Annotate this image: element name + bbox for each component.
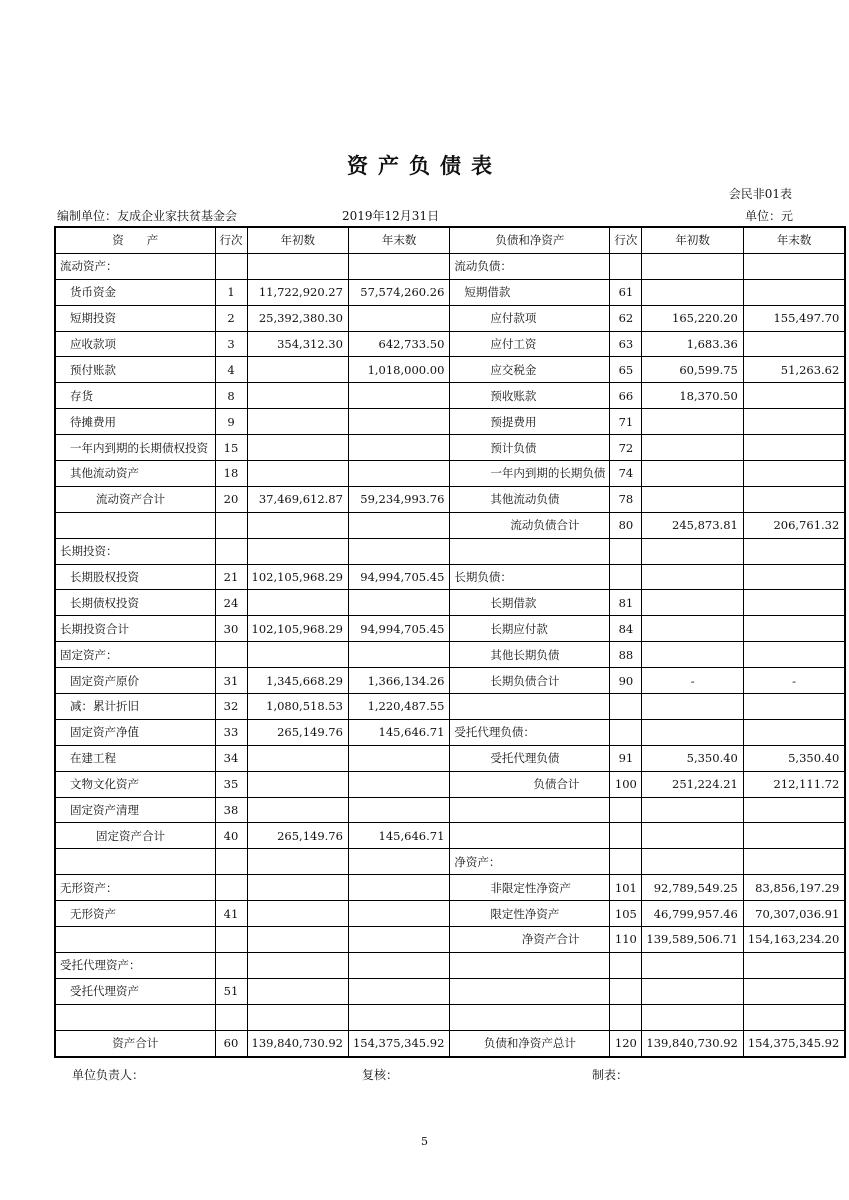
liability-item: 限定性净资产 <box>450 901 610 927</box>
liability-line: 120 <box>610 1030 642 1056</box>
table-row <box>55 383 845 409</box>
asset-end: 154,375,345.92 <box>348 1030 449 1056</box>
asset-item: 无形资产： <box>55 875 215 901</box>
liability-begin <box>642 279 743 305</box>
liability-end <box>743 642 845 668</box>
liability-begin <box>642 1004 743 1030</box>
asset-end <box>348 952 449 978</box>
liability-end <box>743 952 845 978</box>
liability-line <box>610 823 642 849</box>
liability-item: 预计负债 <box>450 435 610 461</box>
asset-end <box>348 538 449 564</box>
liability-item: 净资产合计 <box>450 927 610 953</box>
asset-end <box>348 849 449 875</box>
liability-line <box>610 538 642 564</box>
asset-begin <box>247 253 348 279</box>
asset-item: 固定资产净值 <box>55 719 215 745</box>
asset-end <box>348 875 449 901</box>
liability-begin: 92,789,549.25 <box>642 875 743 901</box>
asset-end <box>348 305 449 331</box>
asset-line <box>215 1004 247 1030</box>
table-row <box>55 435 845 461</box>
asset-line: 1 <box>215 279 247 305</box>
liability-begin: - <box>642 668 743 694</box>
liability-begin: 5,350.40 <box>642 745 743 771</box>
asset-end <box>348 253 449 279</box>
asset-begin: 37,469,612.87 <box>247 486 348 512</box>
liability-end <box>743 849 845 875</box>
liability-line: 80 <box>610 512 642 538</box>
asset-begin <box>247 745 348 771</box>
liability-end: 70,307,036.91 <box>743 901 845 927</box>
table-row <box>55 305 845 331</box>
asset-end <box>348 1004 449 1030</box>
liability-item: 长期借款 <box>450 590 610 616</box>
asset-line <box>215 538 247 564</box>
footer-review: 复核： <box>362 1068 399 1082</box>
table-row <box>55 952 845 978</box>
table-row <box>55 668 845 694</box>
liability-item: 长期负债合计 <box>450 668 610 694</box>
liability-line <box>610 797 642 823</box>
liability-begin: 139,589,506.71 <box>642 927 743 953</box>
asset-item: 存货 <box>55 383 215 409</box>
asset-begin: 102,105,968.29 <box>247 616 348 642</box>
asset-end: 57,574,260.26 <box>348 279 449 305</box>
liability-end: 212,111.72 <box>743 771 845 797</box>
asset-item <box>55 512 215 538</box>
asset-begin <box>247 383 348 409</box>
asset-end <box>348 383 449 409</box>
organization: 编制单位：友成企业家扶贫基金会 <box>57 209 238 223</box>
asset-line: 24 <box>215 590 247 616</box>
liability-end <box>743 383 845 409</box>
asset-begin: 25,392,380.30 <box>247 305 348 331</box>
asset-line: 4 <box>215 357 247 383</box>
asset-item: 预付账款 <box>55 357 215 383</box>
asset-item: 应收款项 <box>55 331 215 357</box>
liability-item: 长期负债： <box>450 564 610 590</box>
asset-line <box>215 642 247 668</box>
asset-end <box>348 409 449 435</box>
table-row <box>55 461 845 487</box>
header-liabilities: 负债和净资产 <box>450 227 610 253</box>
liability-line: 100 <box>610 771 642 797</box>
liability-item: 预提费用 <box>450 409 610 435</box>
asset-line: 60 <box>215 1030 247 1056</box>
asset-item: 固定资产合计 <box>55 823 215 849</box>
asset-begin <box>247 461 348 487</box>
liability-item: 受托代理负债 <box>450 745 610 771</box>
asset-line: 38 <box>215 797 247 823</box>
asset-item <box>55 1004 215 1030</box>
liability-end <box>743 409 845 435</box>
liability-end <box>743 823 845 849</box>
liability-begin <box>642 616 743 642</box>
liability-line: 105 <box>610 901 642 927</box>
liability-end <box>743 616 845 642</box>
table-row <box>55 771 845 797</box>
liability-line: 61 <box>610 279 642 305</box>
table-row <box>55 642 845 668</box>
table-row <box>55 279 845 305</box>
asset-item: 长期债权投资 <box>55 590 215 616</box>
table-row <box>55 875 845 901</box>
table-row <box>55 538 845 564</box>
asset-item: 短期投资 <box>55 305 215 331</box>
liability-item <box>450 823 610 849</box>
liability-line: 63 <box>610 331 642 357</box>
asset-line: 15 <box>215 435 247 461</box>
asset-begin <box>247 901 348 927</box>
table-row <box>55 927 845 953</box>
liability-end <box>743 461 845 487</box>
liability-end <box>743 253 845 279</box>
asset-end <box>348 978 449 1004</box>
liability-item: 负债和净资产总计 <box>450 1030 610 1056</box>
liability-line <box>610 978 642 1004</box>
asset-item: 文物文化资产 <box>55 771 215 797</box>
asset-line <box>215 512 247 538</box>
header-begin: 年初数 <box>247 227 348 253</box>
asset-begin: 265,149.76 <box>247 823 348 849</box>
liability-end <box>743 564 845 590</box>
asset-end <box>348 797 449 823</box>
asset-begin <box>247 952 348 978</box>
liability-end: 154,375,345.92 <box>743 1030 845 1056</box>
asset-end: 145,646.71 <box>348 719 449 745</box>
asset-line: 8 <box>215 383 247 409</box>
asset-item: 在建工程 <box>55 745 215 771</box>
table-row <box>55 797 845 823</box>
balance-sheet-table <box>54 226 846 1058</box>
asset-end: 145,646.71 <box>348 823 449 849</box>
asset-begin <box>247 435 348 461</box>
liability-end: 83,856,197.29 <box>743 875 845 901</box>
asset-line <box>215 875 247 901</box>
table-row <box>55 1004 845 1030</box>
liability-item: 受托代理负债： <box>450 719 610 745</box>
liability-begin <box>642 564 743 590</box>
asset-item <box>55 927 215 953</box>
liability-begin <box>642 409 743 435</box>
liability-item: 一年内到期的长期负债 <box>450 461 610 487</box>
header-line-no: 行次 <box>610 227 642 253</box>
footer-head: 单位负责人： <box>72 1068 145 1082</box>
asset-item: 资产合计 <box>55 1030 215 1056</box>
asset-end <box>348 745 449 771</box>
asset-item: 减：累计折旧 <box>55 694 215 720</box>
liability-begin <box>642 823 743 849</box>
liability-begin: 18,370.50 <box>642 383 743 409</box>
liability-line: 88 <box>610 642 642 668</box>
liability-item: 其他流动负债 <box>450 486 610 512</box>
asset-begin <box>247 590 348 616</box>
liability-end: 206,761.32 <box>743 512 845 538</box>
asset-item: 长期投资合计 <box>55 616 215 642</box>
table-row <box>55 978 845 1004</box>
asset-item: 流动资产： <box>55 253 215 279</box>
header-line-no: 行次 <box>215 227 247 253</box>
asset-item: 流动资产合计 <box>55 486 215 512</box>
asset-end <box>348 901 449 927</box>
asset-begin <box>247 927 348 953</box>
liability-item <box>450 978 610 1004</box>
asset-item: 受托代理资产 <box>55 978 215 1004</box>
liability-line: 84 <box>610 616 642 642</box>
liability-begin <box>642 642 743 668</box>
liability-begin: 60,599.75 <box>642 357 743 383</box>
asset-line: 21 <box>215 564 247 590</box>
liability-line <box>610 849 642 875</box>
table-row <box>55 253 845 279</box>
asset-begin <box>247 357 348 383</box>
liability-item <box>450 1004 610 1030</box>
liability-end <box>743 435 845 461</box>
asset-begin <box>247 1004 348 1030</box>
table-row <box>55 564 845 590</box>
asset-item: 待摊费用 <box>55 409 215 435</box>
asset-line: 40 <box>215 823 247 849</box>
liability-line <box>610 719 642 745</box>
asset-begin: 354,312.30 <box>247 331 348 357</box>
asset-line: 18 <box>215 461 247 487</box>
report-meta <box>57 207 793 223</box>
liability-line: 78 <box>610 486 642 512</box>
asset-begin <box>247 875 348 901</box>
asset-item: 受托代理资产： <box>55 952 215 978</box>
liability-line: 62 <box>610 305 642 331</box>
asset-begin <box>247 642 348 668</box>
liability-begin <box>642 952 743 978</box>
liability-end <box>743 1004 845 1030</box>
asset-end <box>348 435 449 461</box>
asset-item: 一年内到期的长期债权投资 <box>55 435 215 461</box>
asset-begin: 11,722,920.27 <box>247 279 348 305</box>
liability-item: 负债合计 <box>450 771 610 797</box>
asset-end: 59,234,993.76 <box>348 486 449 512</box>
asset-begin: 102,105,968.29 <box>247 564 348 590</box>
liability-line: 72 <box>610 435 642 461</box>
liability-line: 110 <box>610 927 642 953</box>
table-row <box>55 694 845 720</box>
asset-end <box>348 461 449 487</box>
table-row <box>55 849 845 875</box>
header-end: 年末数 <box>743 227 845 253</box>
liability-begin: 251,224.21 <box>642 771 743 797</box>
currency-unit: 单位：元 <box>744 209 793 223</box>
asset-line: 20 <box>215 486 247 512</box>
liability-begin: 139,840,730.92 <box>642 1030 743 1056</box>
liability-item <box>450 694 610 720</box>
liability-end <box>743 279 845 305</box>
liability-item: 流动负债合计 <box>450 512 610 538</box>
table-row <box>55 616 845 642</box>
liability-end <box>743 978 845 1004</box>
asset-line: 9 <box>215 409 247 435</box>
liability-item <box>450 538 610 564</box>
asset-end: 94,994,705.45 <box>348 616 449 642</box>
liability-end: 5,350.40 <box>743 745 845 771</box>
liability-begin <box>642 719 743 745</box>
liability-end: 51,263.62 <box>743 357 845 383</box>
asset-line: 2 <box>215 305 247 331</box>
liability-line <box>610 253 642 279</box>
asset-line: 35 <box>215 771 247 797</box>
asset-item: 长期投资： <box>55 538 215 564</box>
asset-line <box>215 952 247 978</box>
asset-line <box>215 253 247 279</box>
liability-end <box>743 590 845 616</box>
header-begin: 年初数 <box>642 227 743 253</box>
asset-item: 无形资产 <box>55 901 215 927</box>
asset-begin: 1,345,668.29 <box>247 668 348 694</box>
asset-end: 1,018,000.00 <box>348 357 449 383</box>
liability-item <box>450 797 610 823</box>
asset-begin: 1,080,518.53 <box>247 694 348 720</box>
asset-line: 41 <box>215 901 247 927</box>
liability-item: 短期借款 <box>450 279 610 305</box>
header-end: 年末数 <box>348 227 449 253</box>
asset-begin <box>247 797 348 823</box>
liability-begin: 1,683.36 <box>642 331 743 357</box>
liability-begin <box>642 486 743 512</box>
asset-line <box>215 927 247 953</box>
asset-end: 1,366,134.26 <box>348 668 449 694</box>
asset-item <box>55 849 215 875</box>
table-row <box>55 901 845 927</box>
liability-item: 预收账款 <box>450 383 610 409</box>
liability-line <box>610 1004 642 1030</box>
asset-end <box>348 771 449 797</box>
liability-item: 其他长期负债 <box>450 642 610 668</box>
liability-end: - <box>743 668 845 694</box>
liability-line: 81 <box>610 590 642 616</box>
liability-end <box>743 538 845 564</box>
table-row <box>55 1030 845 1056</box>
asset-line: 33 <box>215 719 247 745</box>
liability-line: 90 <box>610 668 642 694</box>
liability-begin: 165,220.20 <box>642 305 743 331</box>
asset-begin: 265,149.76 <box>247 719 348 745</box>
report-title: 资产负债表 <box>347 153 502 178</box>
liability-begin <box>642 694 743 720</box>
liability-end <box>743 797 845 823</box>
liability-end <box>743 694 845 720</box>
table-row <box>55 331 845 357</box>
asset-end: 642,733.50 <box>348 331 449 357</box>
liability-end: 155,497.70 <box>743 305 845 331</box>
header-assets: 资 产 <box>55 227 215 253</box>
asset-begin <box>247 771 348 797</box>
liability-end <box>743 486 845 512</box>
asset-line: 51 <box>215 978 247 1004</box>
asset-line: 31 <box>215 668 247 694</box>
asset-begin <box>247 538 348 564</box>
liability-begin <box>642 978 743 1004</box>
asset-begin <box>247 978 348 1004</box>
page-number: 5 <box>421 1135 428 1148</box>
liability-item: 长期应付款 <box>450 616 610 642</box>
table-row <box>55 486 845 512</box>
asset-item: 长期股权投资 <box>55 564 215 590</box>
liability-item: 应付款项 <box>450 305 610 331</box>
table-row <box>55 409 845 435</box>
liability-item <box>450 952 610 978</box>
asset-item: 固定资产： <box>55 642 215 668</box>
liability-begin <box>642 253 743 279</box>
liability-begin <box>642 849 743 875</box>
asset-begin <box>247 512 348 538</box>
asset-begin <box>247 849 348 875</box>
asset-line: 3 <box>215 331 247 357</box>
asset-item: 其他流动资产 <box>55 461 215 487</box>
table-row <box>55 590 845 616</box>
asset-end: 94,994,705.45 <box>348 564 449 590</box>
asset-line: 34 <box>215 745 247 771</box>
liability-line <box>610 694 642 720</box>
liability-line: 71 <box>610 409 642 435</box>
asset-item: 货币资金 <box>55 279 215 305</box>
liability-item: 非限定性净资产 <box>450 875 610 901</box>
liability-line: 65 <box>610 357 642 383</box>
liability-begin <box>642 797 743 823</box>
liability-begin <box>642 590 743 616</box>
asset-line <box>215 849 247 875</box>
liability-end <box>743 331 845 357</box>
table-row <box>55 745 845 771</box>
liability-begin <box>642 538 743 564</box>
header-row <box>55 227 845 253</box>
asset-end <box>348 512 449 538</box>
table-row <box>55 823 845 849</box>
footer-prepare: 制表： <box>592 1068 629 1082</box>
table-row <box>55 719 845 745</box>
liability-end <box>743 719 845 745</box>
asset-begin: 139,840,730.92 <box>247 1030 348 1056</box>
asset-line: 32 <box>215 694 247 720</box>
asset-end: 1,220,487.55 <box>348 694 449 720</box>
liability-line: 66 <box>610 383 642 409</box>
liability-begin <box>642 461 743 487</box>
table-row <box>55 512 845 538</box>
asset-item: 固定资产原价 <box>55 668 215 694</box>
asset-begin <box>247 409 348 435</box>
asset-line: 30 <box>215 616 247 642</box>
liability-item: 流动负债： <box>450 253 610 279</box>
liability-item: 应付工资 <box>450 331 610 357</box>
liability-begin <box>642 435 743 461</box>
liability-begin: 46,799,957.46 <box>642 901 743 927</box>
form-number: 会民非01表 <box>728 187 792 201</box>
asset-end <box>348 642 449 668</box>
liability-begin: 245,873.81 <box>642 512 743 538</box>
liability-line <box>610 564 642 590</box>
asset-item: 固定资产清理 <box>55 797 215 823</box>
liability-line: 91 <box>610 745 642 771</box>
asset-end <box>348 590 449 616</box>
liability-end: 154,163,234.20 <box>743 927 845 953</box>
liability-line: 101 <box>610 875 642 901</box>
asset-end <box>348 927 449 953</box>
report-date: 2019年12月31日 <box>342 209 440 223</box>
liability-line: 74 <box>610 461 642 487</box>
liability-item: 净资产： <box>450 849 610 875</box>
liability-line <box>610 952 642 978</box>
table-row <box>55 357 845 383</box>
liability-item: 应交税金 <box>450 357 610 383</box>
